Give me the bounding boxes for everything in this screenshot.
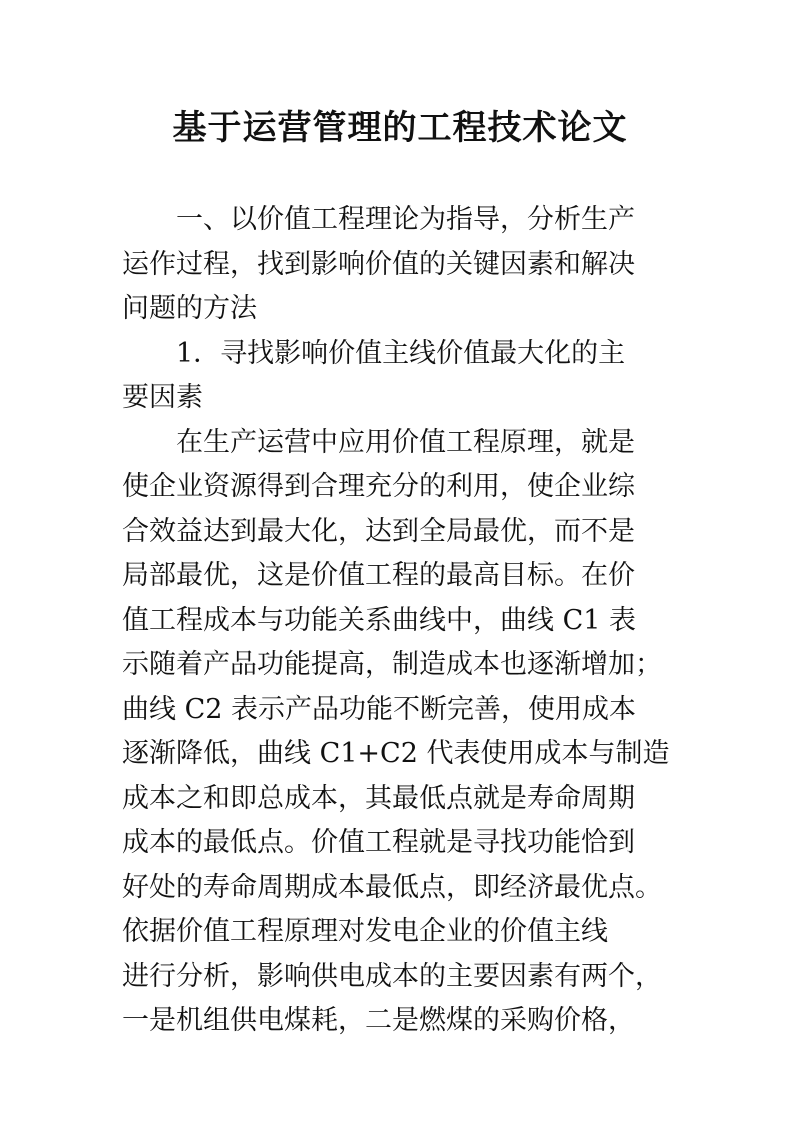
paragraph-line: 好处的寿命周期成本最低点，即经济最优点。	[122, 871, 662, 903]
subsection-heading-line-1: 1．寻找影响价值主线价值最大化的主	[176, 337, 626, 369]
paragraph-line: 示随着产品功能提高，制造成本也逐渐增加；	[122, 649, 662, 680]
paragraph-line: 成本之和即总成本，其最低点就是寿命周期	[122, 782, 635, 814]
paragraph-line: 一是机组供电煤耗，二是燃煤的采购价格，	[122, 1005, 635, 1036]
paragraph-line: 局部最优，这是价值工程的最高目标。在价	[122, 560, 635, 591]
document-body	[122, 198, 682, 1044]
section-heading-line-3: 问题的方法	[122, 293, 257, 324]
paragraph-line: 合效益达到最大化，达到全局最优，而不是	[122, 515, 635, 547]
paragraph-line: 成本的最低点。价值工程就是寻找功能恰到	[122, 827, 635, 858]
section-heading-line-2: 运作过程，找到影响价值的关键因素和解决	[122, 248, 635, 280]
paragraph-line: 进行分析，影响供电成本的主要因素有两个，	[122, 960, 662, 992]
paragraph-line: 值工程成本与功能关系曲线中，曲线 C1 表	[122, 604, 637, 636]
paragraph-line: 曲线 C2 表示产品功能不断完善，使用成本	[122, 693, 637, 725]
paragraph-line: 逐渐降低，曲线 C1+C2 代表使用成本与制造	[122, 738, 670, 769]
section-heading-line-1: 一、以价值工程理论为指导，分析生产	[176, 204, 635, 235]
paragraph-line: 依据价值工程原理对发电企业的价值主线	[122, 916, 608, 947]
paragraph-line: 在生产运营中应用价值工程原理，就是	[176, 426, 635, 458]
subsection-heading-line-2: 要因素	[122, 382, 203, 413]
page-title: 基于运营管理的工程技术论文	[172, 108, 628, 148]
paragraph-line: 使企业资源得到合理充分的利用，使企业综	[122, 471, 635, 502]
